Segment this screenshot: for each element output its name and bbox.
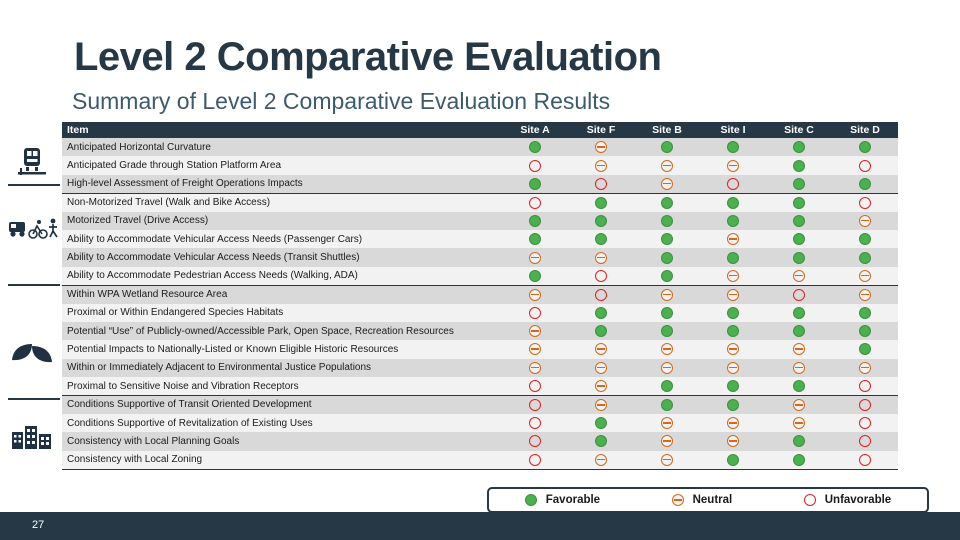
column-header-site-i: Site I bbox=[700, 122, 766, 138]
unfavorable-circle-icon bbox=[727, 178, 739, 190]
favorable-circle-icon bbox=[727, 380, 739, 392]
unfavorable-circle-icon bbox=[859, 435, 871, 447]
table-row bbox=[62, 304, 898, 322]
unfavorable-circle-icon bbox=[595, 270, 607, 282]
neutral-circle-icon bbox=[727, 435, 739, 447]
favorable-circle-icon bbox=[859, 141, 871, 153]
page-subtitle: Summary of Level 2 Comparative Evaluation Results bbox=[72, 88, 611, 114]
rating-cell bbox=[568, 230, 634, 248]
favorable-circle-icon bbox=[595, 307, 607, 319]
rating-cell bbox=[766, 340, 832, 358]
rail-divider-2 bbox=[8, 284, 60, 286]
table-row bbox=[62, 377, 898, 395]
row-item-label: Ability to Accommodate Pedestrian Access Needs (Walking, ADA) bbox=[62, 267, 502, 285]
unfavorable-circle-icon bbox=[529, 435, 541, 447]
row-item-label: Anticipated Grade through Station Platform Area bbox=[62, 156, 502, 174]
rating-cell bbox=[568, 212, 634, 230]
neutral-circle-icon bbox=[661, 178, 673, 190]
favorable-circle-icon bbox=[727, 325, 739, 337]
rating-cell bbox=[634, 377, 700, 395]
rating-cell bbox=[700, 451, 766, 469]
neutral-circle-icon bbox=[793, 270, 805, 282]
table-row bbox=[62, 322, 898, 340]
favorable-circle-icon bbox=[727, 197, 739, 209]
favorable-circle-icon bbox=[727, 307, 739, 319]
rating-cell bbox=[766, 359, 832, 377]
rating-cell bbox=[568, 432, 634, 450]
neutral-circle-icon bbox=[859, 215, 871, 227]
favorable-circle-icon bbox=[793, 233, 805, 245]
rating-cell bbox=[766, 285, 832, 303]
table-row bbox=[62, 248, 898, 266]
rating-cell bbox=[832, 304, 898, 322]
rating-cell bbox=[568, 340, 634, 358]
favorable-circle-icon bbox=[661, 307, 673, 319]
row-item-label: Proximal or Within Endangered Species Habitats bbox=[62, 304, 502, 322]
row-item-label: Within WPA Wetland Resource Area bbox=[62, 285, 502, 303]
neutral-circle-icon bbox=[727, 233, 739, 245]
neutral-circle-icon bbox=[793, 417, 805, 429]
rating-cell bbox=[766, 395, 832, 413]
rating-cell bbox=[766, 432, 832, 450]
rating-cell bbox=[766, 322, 832, 340]
neutral-circle-icon bbox=[859, 270, 871, 282]
row-item-label: High-level Assessment of Freight Operations Impacts bbox=[62, 175, 502, 193]
favorable-circle-icon bbox=[661, 197, 673, 209]
rating-cell bbox=[502, 212, 568, 230]
rating-cell bbox=[766, 377, 832, 395]
rating-cell bbox=[766, 414, 832, 432]
rating-cell bbox=[568, 451, 634, 469]
rating-cell bbox=[634, 322, 700, 340]
row-item-label: Potential “Use” of Publicly-owned/Accessible Park, Open Space, Recreation Resources bbox=[62, 322, 502, 340]
rating-cell bbox=[502, 304, 568, 322]
neutral-circle-icon bbox=[661, 417, 673, 429]
neutral-circle-icon bbox=[595, 362, 607, 374]
page-title: Level 2 Comparative Evaluation bbox=[74, 35, 662, 79]
neutral-circle-icon bbox=[793, 362, 805, 374]
neutral-circle-icon bbox=[661, 362, 673, 374]
rating-cell bbox=[832, 395, 898, 413]
neutral-circle-icon bbox=[727, 289, 739, 301]
rating-cell bbox=[700, 267, 766, 285]
unfavorable-circle-icon bbox=[804, 494, 816, 506]
favorable-circle-icon bbox=[859, 252, 871, 264]
unfavorable-circle-icon bbox=[529, 417, 541, 429]
rating-cell bbox=[502, 359, 568, 377]
row-item-label: Within or Immediately Adjacent to Environmental Justice Populations bbox=[62, 359, 502, 377]
favorable-circle-icon bbox=[727, 454, 739, 466]
favorable-circle-icon bbox=[661, 233, 673, 245]
neutral-circle-icon bbox=[793, 343, 805, 355]
neutral-circle-icon bbox=[727, 417, 739, 429]
unfavorable-circle-icon bbox=[529, 399, 541, 411]
rating-cell bbox=[832, 267, 898, 285]
favorable-circle-icon bbox=[859, 343, 871, 355]
favorable-circle-icon bbox=[793, 252, 805, 264]
neutral-circle-icon bbox=[529, 362, 541, 374]
table-row bbox=[62, 432, 898, 450]
favorable-circle-icon bbox=[595, 233, 607, 245]
table-row bbox=[62, 285, 898, 303]
favorable-circle-icon bbox=[529, 215, 541, 227]
legend-item-neutral bbox=[672, 494, 733, 506]
row-item-label: Non-Motorized Travel (Walk and Bike Access) bbox=[62, 193, 502, 211]
rating-cell bbox=[832, 230, 898, 248]
neutral-circle-icon bbox=[595, 141, 607, 153]
neutral-circle-icon bbox=[727, 343, 739, 355]
table-row bbox=[62, 175, 898, 193]
rating-cell bbox=[700, 414, 766, 432]
neutral-circle-icon bbox=[661, 289, 673, 301]
favorable-circle-icon bbox=[793, 178, 805, 190]
unfavorable-circle-icon bbox=[529, 160, 541, 172]
rating-cell bbox=[634, 414, 700, 432]
rating-cell bbox=[568, 322, 634, 340]
rating-cell bbox=[832, 285, 898, 303]
favorable-circle-icon bbox=[661, 270, 673, 282]
rating-cell bbox=[502, 138, 568, 156]
rating-cell bbox=[832, 193, 898, 211]
favorable-circle-icon bbox=[595, 417, 607, 429]
rating-cell bbox=[502, 175, 568, 193]
rating-cell bbox=[568, 138, 634, 156]
rating-cell bbox=[700, 156, 766, 174]
table-row bbox=[62, 230, 898, 248]
neutral-circle-icon bbox=[529, 289, 541, 301]
neutral-circle-icon bbox=[529, 343, 541, 355]
row-item-label: Potential Impacts to Nationally-Listed or Known Eligible Historic Resources bbox=[62, 340, 502, 358]
unfavorable-circle-icon bbox=[529, 380, 541, 392]
rating-cell bbox=[832, 138, 898, 156]
unfavorable-circle-icon bbox=[529, 307, 541, 319]
rating-cell bbox=[766, 193, 832, 211]
rating-cell bbox=[766, 212, 832, 230]
column-header-site-c: Site C bbox=[766, 122, 832, 138]
rating-cell bbox=[634, 175, 700, 193]
category-icon-rail bbox=[0, 122, 62, 492]
rail-divider-1 bbox=[8, 184, 60, 186]
rating-cell bbox=[700, 212, 766, 230]
rating-cell bbox=[766, 138, 832, 156]
column-header-site-f: Site F bbox=[568, 122, 634, 138]
table-row bbox=[62, 267, 898, 285]
legend bbox=[487, 487, 929, 513]
neutral-circle-icon bbox=[672, 494, 684, 506]
rating-cell bbox=[832, 212, 898, 230]
favorable-circle-icon bbox=[525, 494, 537, 506]
rating-cell bbox=[700, 340, 766, 358]
rating-cell bbox=[766, 230, 832, 248]
rating-cell bbox=[502, 377, 568, 395]
rating-cell bbox=[502, 285, 568, 303]
favorable-circle-icon bbox=[529, 270, 541, 282]
rating-cell bbox=[766, 156, 832, 174]
neutral-circle-icon bbox=[661, 435, 673, 447]
unfavorable-circle-icon bbox=[859, 399, 871, 411]
rating-cell bbox=[700, 230, 766, 248]
row-item-label: Consistency with Local Zoning bbox=[62, 451, 502, 469]
rating-cell bbox=[832, 432, 898, 450]
rating-cell bbox=[700, 138, 766, 156]
favorable-circle-icon bbox=[793, 307, 805, 319]
evaluation-matrix bbox=[62, 122, 898, 470]
rating-cell bbox=[766, 451, 832, 469]
legend-item-unfavorable bbox=[804, 494, 891, 506]
table-row bbox=[62, 414, 898, 432]
unfavorable-circle-icon bbox=[595, 178, 607, 190]
favorable-circle-icon bbox=[661, 215, 673, 227]
favorable-circle-icon bbox=[793, 325, 805, 337]
favorable-circle-icon bbox=[793, 215, 805, 227]
favorable-circle-icon bbox=[727, 399, 739, 411]
table-row bbox=[62, 138, 898, 156]
leaf-environment-icon bbox=[8, 340, 56, 366]
favorable-circle-icon bbox=[595, 435, 607, 447]
unfavorable-circle-icon bbox=[859, 417, 871, 429]
row-item-label: Consistency with Local Planning Goals bbox=[62, 432, 502, 450]
favorable-circle-icon bbox=[661, 325, 673, 337]
favorable-circle-icon bbox=[661, 399, 673, 411]
neutral-circle-icon bbox=[595, 252, 607, 264]
comparative-evaluation-table bbox=[62, 122, 898, 470]
rating-cell bbox=[766, 267, 832, 285]
neutral-circle-icon bbox=[727, 362, 739, 374]
favorable-circle-icon bbox=[529, 141, 541, 153]
favorable-circle-icon bbox=[529, 233, 541, 245]
row-item-label: Ability to Accommodate Vehicular Access Needs (Transit Shuttles) bbox=[62, 248, 502, 266]
favorable-circle-icon bbox=[529, 178, 541, 190]
rating-cell bbox=[634, 340, 700, 358]
neutral-circle-icon bbox=[793, 399, 805, 411]
rating-cell bbox=[634, 230, 700, 248]
rail-divider-3 bbox=[8, 398, 60, 400]
rating-cell bbox=[700, 322, 766, 340]
favorable-circle-icon bbox=[793, 435, 805, 447]
neutral-circle-icon bbox=[595, 380, 607, 392]
rating-cell bbox=[700, 193, 766, 211]
favorable-circle-icon bbox=[793, 141, 805, 153]
legend-item-favorable bbox=[525, 494, 600, 506]
table-body bbox=[62, 138, 898, 469]
favorable-circle-icon bbox=[793, 380, 805, 392]
rating-cell bbox=[700, 248, 766, 266]
favorable-circle-icon bbox=[661, 141, 673, 153]
rating-cell bbox=[502, 395, 568, 413]
rating-cell bbox=[766, 304, 832, 322]
unfavorable-circle-icon bbox=[859, 160, 871, 172]
city-buildings-icon bbox=[8, 422, 56, 450]
rating-cell bbox=[568, 267, 634, 285]
favorable-circle-icon bbox=[859, 307, 871, 319]
favorable-circle-icon bbox=[727, 141, 739, 153]
column-header-site-b: Site B bbox=[634, 122, 700, 138]
rating-cell bbox=[634, 395, 700, 413]
table-row bbox=[62, 359, 898, 377]
unfavorable-circle-icon bbox=[859, 197, 871, 209]
rating-cell bbox=[568, 156, 634, 174]
rating-cell bbox=[502, 432, 568, 450]
rating-cell bbox=[502, 230, 568, 248]
rating-cell bbox=[568, 285, 634, 303]
legend-label-favorable: Favorable bbox=[545, 494, 601, 506]
rating-cell bbox=[700, 304, 766, 322]
rating-cell bbox=[832, 377, 898, 395]
rating-cell bbox=[502, 156, 568, 174]
favorable-circle-icon bbox=[661, 252, 673, 264]
favorable-circle-icon bbox=[595, 325, 607, 337]
legend-label-neutral: Neutral bbox=[692, 494, 733, 506]
rating-cell bbox=[568, 359, 634, 377]
favorable-circle-icon bbox=[661, 380, 673, 392]
page-number: 27 bbox=[32, 519, 45, 531]
neutral-circle-icon bbox=[595, 160, 607, 172]
column-header-item: Item bbox=[62, 122, 502, 138]
rating-cell bbox=[634, 359, 700, 377]
rating-cell bbox=[502, 248, 568, 266]
favorable-circle-icon bbox=[793, 197, 805, 209]
table-row bbox=[62, 340, 898, 358]
unfavorable-circle-icon bbox=[859, 454, 871, 466]
neutral-circle-icon bbox=[661, 454, 673, 466]
rating-cell bbox=[568, 193, 634, 211]
favorable-circle-icon bbox=[727, 252, 739, 264]
rating-cell bbox=[832, 359, 898, 377]
column-header-site-a: Site A bbox=[502, 122, 568, 138]
rating-cell bbox=[634, 267, 700, 285]
column-header-site-d: Site D bbox=[832, 122, 898, 138]
rating-cell bbox=[634, 156, 700, 174]
rating-cell bbox=[832, 322, 898, 340]
table-row bbox=[62, 395, 898, 413]
favorable-circle-icon bbox=[859, 233, 871, 245]
rating-cell bbox=[568, 248, 634, 266]
neutral-circle-icon bbox=[529, 252, 541, 264]
rating-cell bbox=[832, 451, 898, 469]
rating-cell bbox=[568, 175, 634, 193]
favorable-circle-icon bbox=[859, 178, 871, 190]
favorable-circle-icon bbox=[595, 197, 607, 209]
rating-cell bbox=[502, 322, 568, 340]
multimodal-access-icon bbox=[8, 216, 56, 242]
rating-cell bbox=[700, 395, 766, 413]
rating-cell bbox=[832, 156, 898, 174]
table-row bbox=[62, 193, 898, 211]
rating-cell bbox=[634, 432, 700, 450]
table-header-row bbox=[62, 122, 898, 138]
favorable-circle-icon bbox=[859, 325, 871, 337]
favorable-circle-icon bbox=[727, 215, 739, 227]
neutral-circle-icon bbox=[595, 343, 607, 355]
rating-cell bbox=[502, 451, 568, 469]
row-item-label: Proximal to Sensitive Noise and Vibration Receptors bbox=[62, 377, 502, 395]
rating-cell bbox=[568, 395, 634, 413]
row-item-label: Conditions Supportive of Transit Oriented Development bbox=[62, 395, 502, 413]
row-item-label: Conditions Supportive of Revitalization of Existing Uses bbox=[62, 414, 502, 432]
rating-cell bbox=[832, 414, 898, 432]
rating-cell bbox=[568, 414, 634, 432]
train-station-icon bbox=[8, 146, 56, 176]
rating-cell bbox=[766, 248, 832, 266]
favorable-circle-icon bbox=[793, 454, 805, 466]
row-item-label: Anticipated Horizontal Curvature bbox=[62, 138, 502, 156]
slide-footer bbox=[0, 512, 960, 540]
unfavorable-circle-icon bbox=[529, 454, 541, 466]
rating-cell bbox=[700, 432, 766, 450]
unfavorable-circle-icon bbox=[595, 289, 607, 301]
rating-cell bbox=[634, 212, 700, 230]
rating-cell bbox=[766, 175, 832, 193]
legend-label-unfavorable: Unfavorable bbox=[824, 494, 892, 506]
rating-cell bbox=[634, 304, 700, 322]
neutral-circle-icon bbox=[661, 160, 673, 172]
neutral-circle-icon bbox=[727, 270, 739, 282]
rating-cell bbox=[700, 175, 766, 193]
table-row bbox=[62, 156, 898, 174]
neutral-circle-icon bbox=[727, 160, 739, 172]
row-item-label: Ability to Accommodate Vehicular Access Needs (Passenger Cars) bbox=[62, 230, 502, 248]
rating-cell bbox=[832, 340, 898, 358]
rating-cell bbox=[502, 414, 568, 432]
rating-cell bbox=[832, 175, 898, 193]
neutral-circle-icon bbox=[859, 362, 871, 374]
rating-cell bbox=[502, 340, 568, 358]
favorable-circle-icon bbox=[793, 160, 805, 172]
neutral-circle-icon bbox=[661, 343, 673, 355]
rating-cell bbox=[634, 285, 700, 303]
rating-cell bbox=[568, 304, 634, 322]
rating-cell bbox=[700, 285, 766, 303]
rating-cell bbox=[502, 193, 568, 211]
rating-cell bbox=[832, 248, 898, 266]
rating-cell bbox=[568, 377, 634, 395]
row-item-label: Motorized Travel (Drive Access) bbox=[62, 212, 502, 230]
neutral-circle-icon bbox=[529, 325, 541, 337]
unfavorable-circle-icon bbox=[529, 197, 541, 209]
rating-cell bbox=[700, 359, 766, 377]
rating-cell bbox=[634, 193, 700, 211]
rating-cell bbox=[502, 267, 568, 285]
table-row bbox=[62, 212, 898, 230]
rating-cell bbox=[634, 451, 700, 469]
rating-cell bbox=[634, 138, 700, 156]
neutral-circle-icon bbox=[859, 289, 871, 301]
unfavorable-circle-icon bbox=[859, 380, 871, 392]
rating-cell bbox=[700, 377, 766, 395]
favorable-circle-icon bbox=[595, 215, 607, 227]
neutral-circle-icon bbox=[595, 399, 607, 411]
unfavorable-circle-icon bbox=[793, 289, 805, 301]
table-row bbox=[62, 451, 898, 469]
rating-cell bbox=[634, 248, 700, 266]
neutral-circle-icon bbox=[595, 454, 607, 466]
